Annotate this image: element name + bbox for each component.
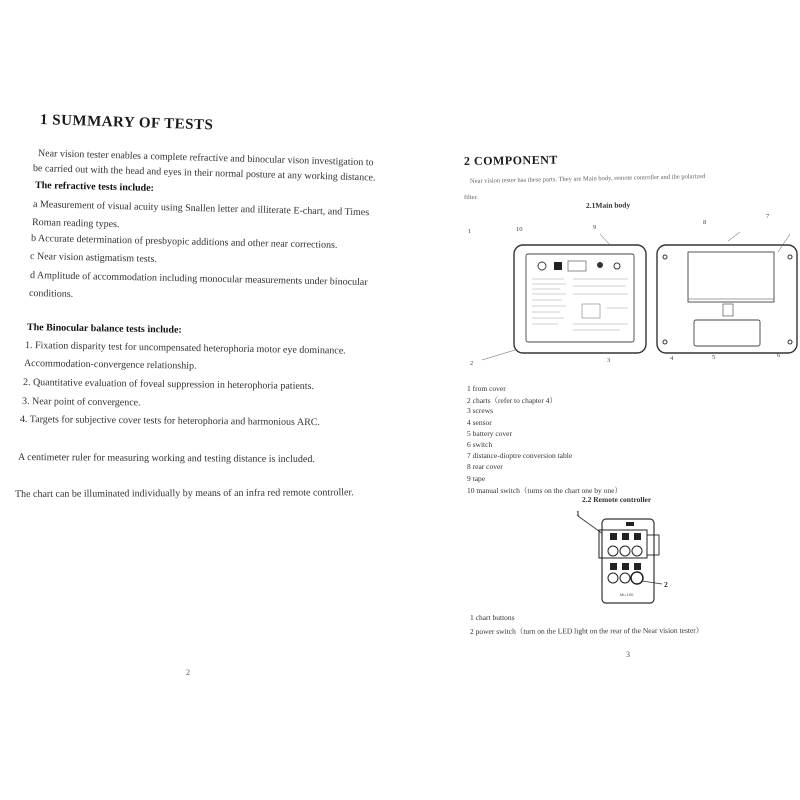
remote-list-item: 1 chart buttons [470, 613, 515, 622]
chart-button [608, 546, 618, 556]
page-number: 2 [186, 668, 190, 677]
chart-button-icon [610, 563, 617, 570]
callout-number: 3 [607, 357, 611, 364]
chart-panel [526, 254, 634, 342]
refractive-item: a Measurement of visual acuity using Snallen letter and illiterate E-chart, and Times [32, 199, 370, 219]
parts-list-item: 3 screws [467, 406, 494, 415]
ruler-note: A centimeter ruler for measuring working and testing distance is included. [17, 452, 315, 466]
remote-controller-diagram [570, 508, 680, 604]
parts-list-item: 6 switch [467, 440, 493, 449]
chart-button [620, 573, 630, 583]
section-title: 1 SUMMARY OF TESTS [39, 112, 214, 134]
parts-list-item: 9 tape [467, 474, 486, 483]
chart-button-icon [634, 533, 641, 540]
section-title: 2 COMPONENT [463, 152, 558, 168]
chart-button-icon [622, 533, 629, 540]
binocular-item: 2. Quantitative evaluation of foveal suppression in heterophoria patients. [22, 377, 315, 393]
parts-list-item: 4 sensor [467, 418, 492, 427]
refractive-item: c Near vision astigmatism tests. [29, 251, 158, 265]
binocular-item: 1. Fixation disparity test for uncompensated heterophoria motor eye dominance. [24, 340, 346, 357]
remote-heading: 2.2 Remote controller [582, 495, 652, 504]
main-body-diagram [460, 212, 800, 372]
callout-number: 2 [664, 580, 668, 589]
refractive-item: d Amplitude of accommodation including monocular measurements under binocular [29, 270, 368, 289]
chart-button-icon [622, 563, 629, 570]
binocular-heading: The Binocular balance tests include: [26, 322, 182, 336]
sensor-icon [597, 262, 603, 268]
parts-list-item: 10 manual switch（turns on the chart one by one） [467, 486, 622, 495]
callout-number: 1 [468, 228, 472, 235]
chart-button-icon [634, 563, 641, 570]
remote-body [602, 519, 654, 603]
chart-button [620, 546, 630, 556]
callout-number: 7 [766, 213, 770, 220]
callout-number: 9 [593, 224, 597, 231]
callout-number: 4 [670, 355, 674, 362]
conversion-table [688, 252, 774, 302]
remote-note: The chart can be illuminated individually by means of an infra red remote controller. [14, 487, 354, 500]
refractive-heading: The refractive tests include: [34, 180, 155, 194]
remote-model-label: Mu 100 [620, 592, 634, 597]
refractive-item: b Accurate determination of presbyopic additions and other near corrections. [30, 233, 338, 251]
intro-line: be carried out with the head and eyes in their normal posture at any working distance. [32, 163, 376, 184]
parts-list-item: 8 rear cover [467, 462, 503, 471]
callout-number: 10 [516, 226, 523, 233]
battery-cover [694, 320, 760, 346]
power-switch [631, 572, 643, 584]
remote-list-item: 2 power switch（turn on the LED light on the rear of the Near vision tester） [469, 625, 704, 636]
refractive-item: conditions. [28, 288, 74, 300]
intro-line: filter. [464, 194, 478, 201]
page-number: 3 [626, 650, 630, 659]
callout-number: 8 [703, 219, 707, 226]
chart-symbol-icon [554, 262, 562, 270]
binocular-item: 4. Targets for subjective cover tests for heterophoria and harmonious ARC. [19, 414, 321, 429]
intro-line: Near vision tester has these parts. They are Main body, remote controller and the polarized [469, 173, 706, 185]
callout-number: 1 [576, 509, 580, 518]
refractive-item: Roman reading types. [31, 217, 120, 231]
ir-window-icon [626, 522, 634, 526]
binocular-item: Accommodation-convergence relationship. [23, 358, 197, 372]
right-page [400, 0, 800, 800]
chart-button [608, 573, 618, 583]
callout-number: 5 [712, 354, 716, 361]
chart-button [632, 546, 642, 556]
parts-list-item: 1 from cover [467, 384, 506, 393]
callout-number: 6 [777, 352, 781, 359]
parts-list-item: 7 distance-dioptre conversion table [467, 451, 573, 460]
main-body-heading: 2.1Main body [585, 200, 631, 210]
parts-list-item: 2 charts（refer to chapter 4） [467, 396, 557, 405]
chart-button-icon [610, 533, 617, 540]
parts-list-item: 5 battery cover [467, 429, 512, 438]
intro-line: Near vision tester enables a complete refractive and binocular vison investigation to [37, 148, 374, 169]
callout-number: 2 [470, 360, 474, 367]
binocular-item: 3. Near point of convergence. [21, 396, 141, 409]
